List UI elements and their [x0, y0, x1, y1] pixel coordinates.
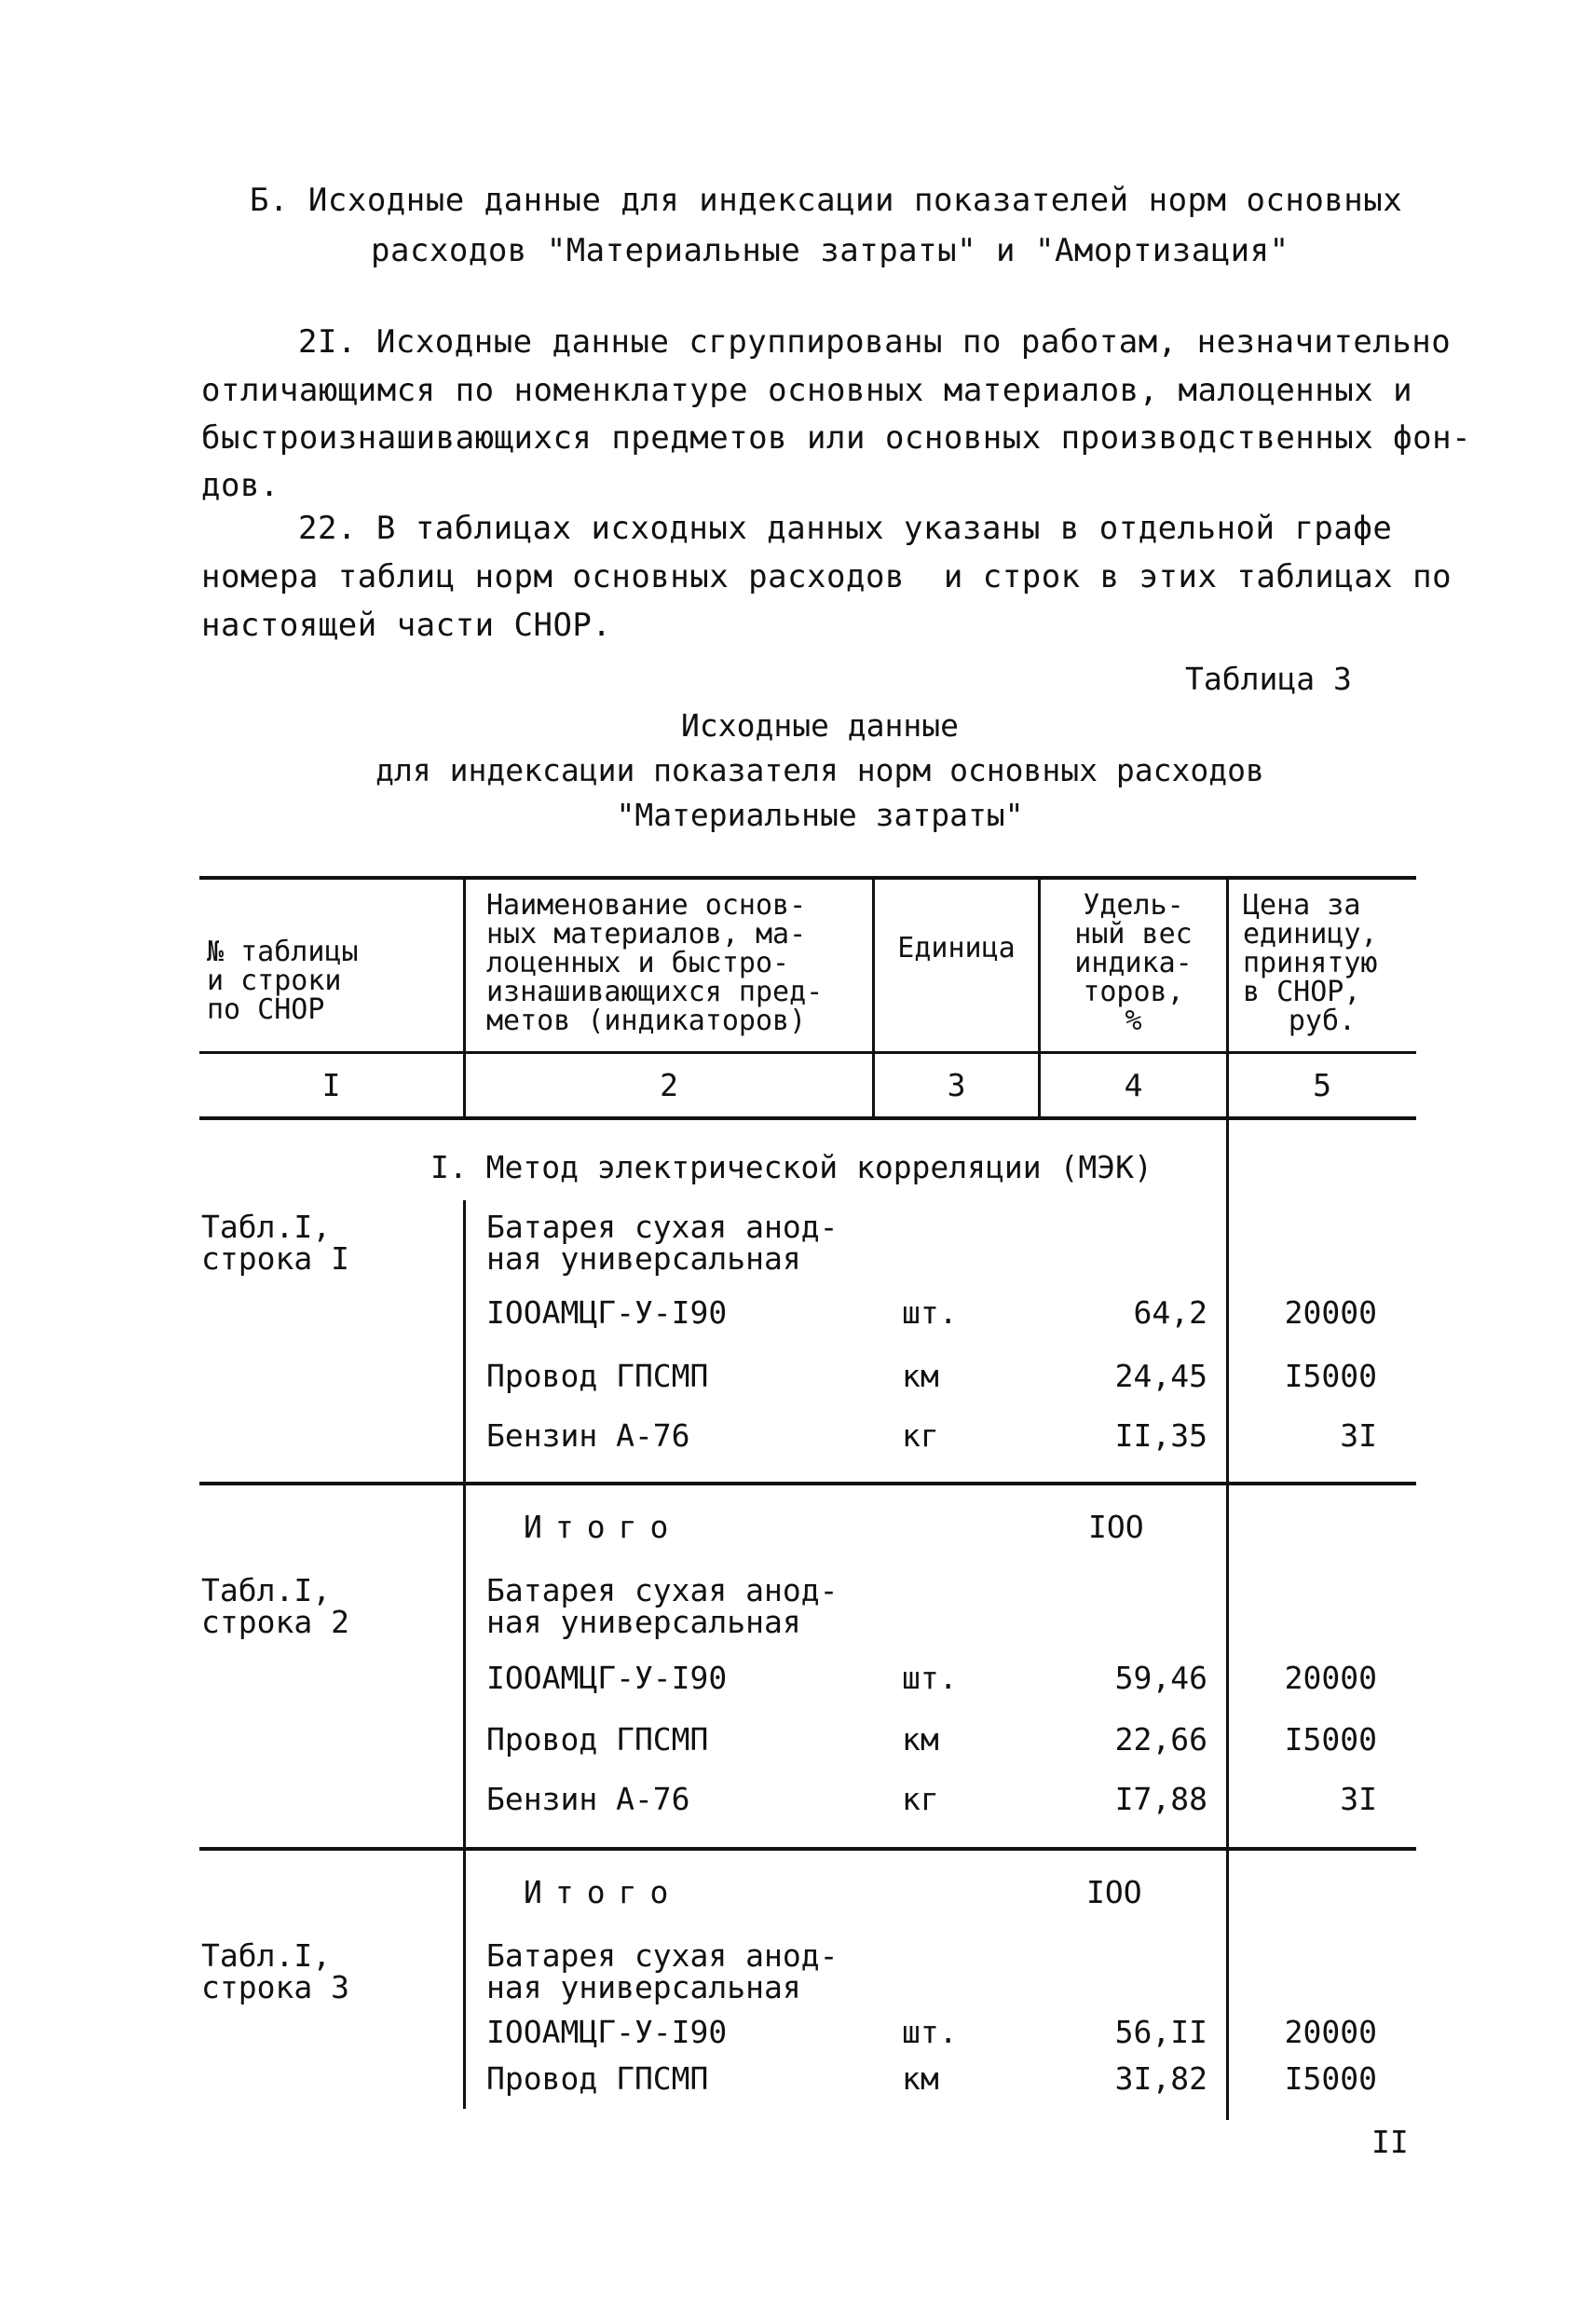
group2-total-value: IOO — [1086, 1874, 1142, 1910]
table-row — [0, 2014, 1596, 2058]
item-weight: 59,46 — [1114, 1660, 1207, 1696]
header-col2-line1: Наименование основ- — [486, 889, 807, 922]
table-row — [0, 1417, 1596, 1461]
header-col5-line3: принятую — [1243, 947, 1378, 979]
column-divider-4 — [1226, 876, 1229, 2120]
item-price: I5000 — [1284, 1358, 1377, 1394]
group2-separator-rule — [199, 1847, 1416, 1851]
item-name: IOOAMЦГ-У-I90 — [486, 1660, 728, 1696]
column-number-4: 4 — [1124, 1067, 1143, 1103]
table-row — [0, 1662, 1596, 1703]
item-name: Провод ГПСМП — [486, 1358, 709, 1394]
item-price: 3I — [1340, 1417, 1377, 1454]
group3-ref-line1: Табл.I, — [201, 1937, 332, 1974]
item-name: Провод ГПСМП — [486, 2060, 709, 2097]
item-weight: II,35 — [1114, 1417, 1207, 1454]
section-title-line2: расходов "Материальные затраты" и "Амортизация" — [371, 232, 1289, 269]
paragraph-22-line1: 22. В таблицах исходных данных указаны в отдельной графе — [298, 510, 1393, 547]
group3-ref-line2: строка 3 — [201, 1969, 349, 2005]
paragraph-22-line2: номера таблиц норм основных расходов и строк в этих таблицах по — [201, 558, 1453, 595]
item-unit: км — [902, 1358, 939, 1394]
item-weight: 3I,82 — [1114, 2060, 1207, 2097]
column-number-3: 3 — [947, 1067, 966, 1103]
header-col1-line3: по СНОР — [207, 993, 325, 1026]
header-col2-line4: изнашивающихся пред- — [486, 976, 824, 1008]
group3-indicator-line1: Батарея сухая анод- — [486, 1937, 839, 1974]
header-col4-line2: ный вес — [1074, 918, 1193, 951]
item-unit: шт. — [902, 1294, 958, 1331]
header-col1-line2: и строки — [207, 964, 342, 997]
item-weight: 22,66 — [1114, 1721, 1207, 1758]
header-col5-line2: единицу, — [1243, 918, 1378, 951]
item-unit: км — [902, 1721, 939, 1758]
table-row — [0, 1294, 1596, 1338]
header-col4-line1: Удель- — [1083, 889, 1184, 922]
section-heading: I. Метод электрической корреляции (МЭК) — [430, 1149, 1153, 1185]
header-bottom-rule — [199, 1051, 1416, 1054]
item-unit: шт. — [902, 2014, 958, 2050]
item-name: IOOAMЦГ-У-I90 — [486, 1294, 728, 1331]
header-col3: Единица — [897, 932, 1016, 964]
item-price: 20000 — [1284, 1294, 1377, 1331]
table-title-line2: для индексации показателя норм основных расходов — [375, 752, 1264, 788]
column-numbers-bottom-rule — [199, 1116, 1416, 1120]
header-col1-line1: № таблицы — [207, 936, 359, 968]
item-price: 3I — [1340, 1781, 1377, 1817]
paragraph-21-line1: 2I. Исходные данные сгруппированы по работам, незначительно — [298, 323, 1452, 361]
item-price: I5000 — [1284, 2060, 1377, 2097]
group3-indicator-line2: ная универсальная — [486, 1969, 801, 2005]
item-weight: 24,45 — [1114, 1358, 1207, 1394]
item-unit: кг — [902, 1781, 939, 1817]
item-price: I5000 — [1284, 1721, 1377, 1758]
header-col2-line5: метов (индикаторов) — [486, 1005, 807, 1037]
table-label: Таблица 3 — [1185, 661, 1352, 697]
item-weight: 64,2 — [1133, 1294, 1207, 1331]
item-name: IOOAMЦГ-У-I90 — [486, 2014, 728, 2050]
group1-separator-rule — [199, 1482, 1416, 1485]
item-unit: км — [902, 2060, 939, 2097]
item-unit: шт. — [902, 1660, 958, 1696]
item-price: 20000 — [1284, 1660, 1377, 1696]
item-price: 20000 — [1284, 2014, 1377, 2050]
table-title-line1: Исходные данные — [680, 707, 959, 744]
group2-indicator-line2: ная универсальная — [486, 1604, 801, 1640]
group1-total-label: Итого — [524, 1509, 682, 1545]
table-top-rule — [199, 876, 1416, 880]
group2-total-label: Итого — [524, 1874, 682, 1910]
table-row — [0, 1358, 1596, 1402]
table-title-line3: "Материальные затраты" — [616, 797, 1024, 833]
group1-total-value: IOO — [1088, 1509, 1144, 1545]
item-weight: 56,II — [1114, 2014, 1207, 2050]
table-row — [0, 1721, 1596, 1765]
table-row — [0, 2060, 1596, 2104]
column-number-1: I — [321, 1067, 341, 1103]
table-row — [0, 1781, 1596, 1825]
group1-ref-line2: строка I — [201, 1240, 349, 1277]
column-number-5: 5 — [1313, 1067, 1331, 1103]
group2-ref-line1: Табл.I, — [201, 1572, 332, 1608]
group1-ref-line1: Табл.I, — [201, 1209, 332, 1245]
paragraph-21-line3: быстроизнашивающихся предметов или основных производственных фон- — [201, 419, 1472, 457]
item-name: Бензин А-76 — [486, 1417, 690, 1454]
header-col5-line5: руб. — [1288, 1005, 1357, 1037]
paragraph-21-line2: отличающимся по номенклатуре основных материалов, малоценных и — [201, 372, 1413, 409]
column-number-2: 2 — [660, 1067, 678, 1103]
paragraph-22-line3: настоящей части СНОР. — [201, 607, 612, 644]
header-col4-line3: индика- — [1074, 947, 1193, 979]
item-unit: кг — [902, 1417, 939, 1454]
item-weight: I7,88 — [1114, 1781, 1207, 1817]
header-col4-line5: % — [1125, 1005, 1142, 1037]
section-title-line1: Б. Исходные данные для индексации показателей норм основных — [250, 182, 1403, 219]
group1-indicator-line2: ная универсальная — [486, 1240, 801, 1277]
header-col2-line3: лоценных и быстро- — [486, 947, 790, 979]
group2-ref-line2: строка 2 — [201, 1604, 349, 1640]
group1-indicator-line1: Батарея сухая анод- — [486, 1209, 839, 1245]
header-col5-line1: Цена за — [1243, 889, 1361, 922]
item-name: Провод ГПСМП — [486, 1721, 709, 1758]
header-col4-line4: торов, — [1083, 976, 1184, 1008]
header-col5-line4: в СНОР, — [1243, 976, 1361, 1008]
header-col2-line2: ных материалов, ма- — [486, 918, 807, 951]
paragraph-21-line4: дов. — [201, 467, 280, 504]
page-number: II — [1371, 2124, 1409, 2160]
item-name: Бензин А-76 — [486, 1781, 690, 1817]
group2-indicator-line1: Батарея сухая анод- — [486, 1572, 839, 1608]
